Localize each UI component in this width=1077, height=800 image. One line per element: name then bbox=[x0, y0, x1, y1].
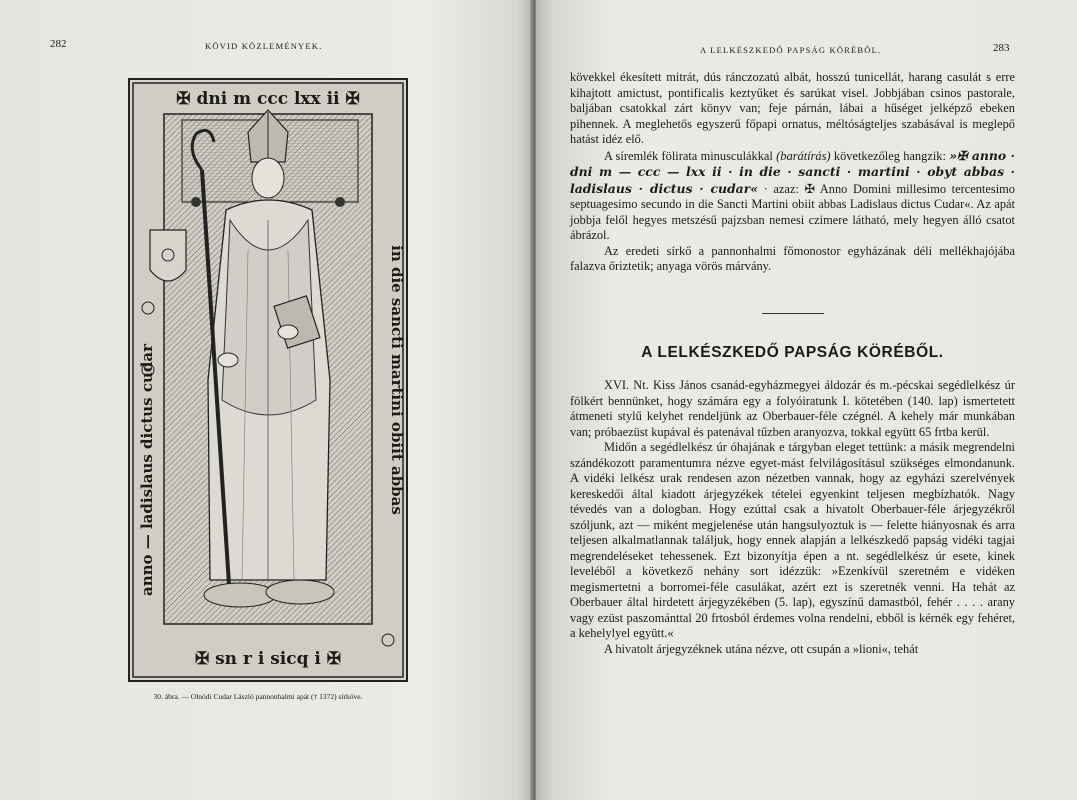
text-block-upper bbox=[570, 70, 1015, 275]
paragraph-lioni: A hivatolt árjegyzéknek utána nézve, ott csupán a »lioni«, tehát bbox=[604, 641, 919, 656]
paragraph-kiss-janos: XVI. Nt. Kiss János csanád-egyházmegyei áldozár és m.-pécskai segédlelkész úr fölkért bennünket, hogy számára egy a folyóiratunk I. kötetében (140. lap) ismertetett átmeneti stylű kelyhet rendeljünk az Oberbauer-féle czégnél. A kehely már munkában van; próbaezüst kupával és patenával tűzben aranyozva, tokkal együtt 65 frtba kerül. bbox=[570, 378, 1015, 439]
para2-start: A síremlék fölirata minusculákkal bbox=[604, 148, 773, 163]
left-folio: 282 bbox=[50, 38, 67, 50]
paragraph-origin: Az eredeti sírkő a pannonhalmi főmonostor egyházának déli mellékhajójába falazva őriztetik; anyaga vörös márvány. bbox=[570, 243, 1015, 273]
para2-italic: (barátírás) bbox=[776, 148, 831, 163]
right-folio: 283 bbox=[993, 42, 1010, 54]
text-block-lower bbox=[570, 378, 1015, 657]
inscription-bottom: ✠ sn r i sicq i ✠ bbox=[194, 649, 342, 669]
left-running-head: KÖVID KÖZLEMÉNYEK. bbox=[205, 41, 323, 51]
paragraph-vestments: kövekkel ékesített mitrát, dús ránczozatú albát, hosszú tunicellát, harang casulát s erre kihajtott amictust, pontificalis keztyűket és sarúkat visel. Jobbjában csinos pastorale, baljában csatokkal zárt könyv van; feje párnán, lábai a hűséget jelképző ebeken pihennek. A meglehetős egyszerű főpapi ornatus, méltóságteljes szabásával is meglepő hatást idéz elő. bbox=[570, 70, 1015, 146]
paragraph-oberbauer: Midőn a segédlelkész úr óhajának e tárgyban eleget tettünk: a másik megrendelni szándékozott paramentumra nézve egyet-mást felvilágosításul szükséges elmondanunk. A vidéki lelkész urak rendesen azon nézetben vannak, hogy az egyházi szerelvények kereskedői által kiadott árjegyzékek tételei egyenkint teljesen megbízhatók. Nagy tévedés van a dologban. Hogy ezúttal csak a hivatolt Oberbauer-féle árjegyzékről szóljunk, azt — miként megjelenése után hangsulyoztuk is — felette hiányosnak és arra teljesen alkalmatlannak találjuk, hogy ennek alapján a lelkészkedő papság vidéki tagjai megrendeléseket tehessenek. Ezt bizonyítja épen a nt. segédlelkész úr esete, kinek leveléből a következő nehány sort idézzük: »Ezenkívül szeretném e vidéken megismertetni a borromei-féle casulákat, azért ezt is szeretnék venni. Ha tehát az Oberbauer által hirdetett árjegyzékében (5. lap), egyszínű damastból, fehér . . . . arany vagy ezüst paszománttal 20 frtosból érdemes volna rendelni, ebből is kérnék egy fehéret, a kehelylyel együtt.« bbox=[570, 440, 1015, 640]
para2-end: · azaz: ✠ Anno Domini millesimo tercentesimo septuagesimo secundo in die Sancti Martini obiit abbas Ladislaus dictus Cudar«. Az apát jobbja felől hegyes metszésű pajzsban nemesi czimere látható, mely hegyen álló csatot ábrázol. bbox=[570, 181, 1015, 242]
left-page bbox=[0, 0, 532, 800]
inscription-right: in die sancti martini obiit abbas bbox=[388, 245, 406, 515]
section-title: A LELKÉSZKEDŐ PAPSÁG KÖRÉBŐL. bbox=[641, 344, 944, 361]
section-divider bbox=[762, 313, 824, 314]
inscription-left: anno — ladislaus dictus cudar bbox=[138, 344, 156, 596]
tombstone-illustration bbox=[130, 80, 406, 680]
tombstone-figure bbox=[128, 78, 408, 682]
paragraph-inscription bbox=[570, 148, 1015, 244]
para2-blackletter: »✠ anno · dni m — ccc — lxx ii · in die · sancti · martini · obyt abbas · ladislaus · dictus · cudar« bbox=[570, 147, 1015, 196]
right-running-head: A LELKÉSZKEDŐ PAPSÁG KÖRÉBŐL. bbox=[700, 45, 882, 55]
inscription-top: ✠ dni m ccc lxx ii ✠ bbox=[176, 89, 360, 109]
figure-caption: 30. ábra. — Olnódi Cudar László pannonhalmi apát († 1372) sírköve. bbox=[153, 692, 363, 701]
para2-mid: következőleg hangzik: bbox=[833, 148, 946, 163]
